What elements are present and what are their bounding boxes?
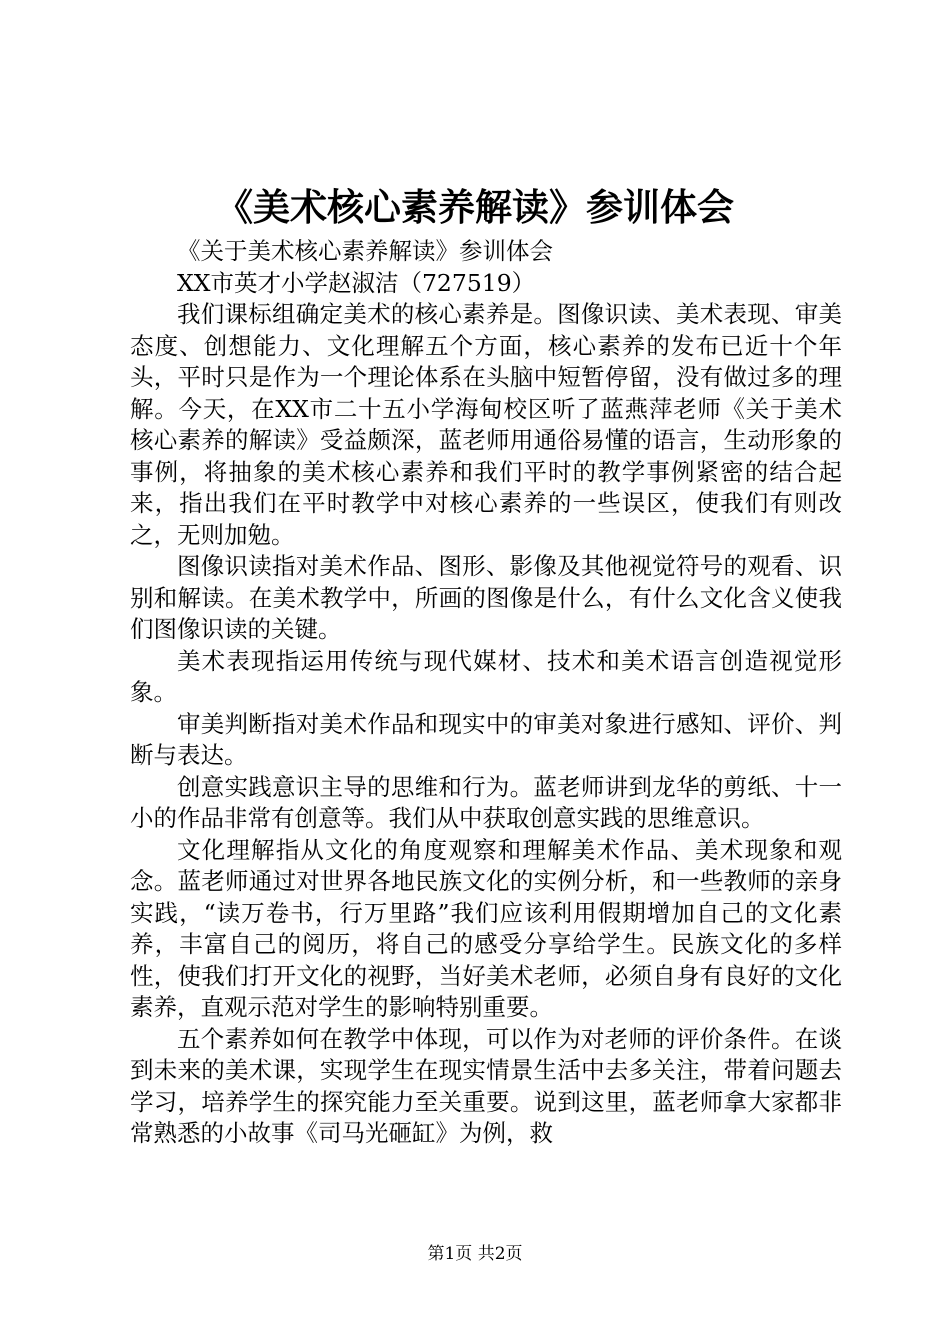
paragraph: 美术表现指运用传统与现代媒材、技术和美术语言创造视觉形象。: [130, 646, 842, 706]
document-subtitle: 《关于美术核心素养解读》参训体会: [177, 237, 553, 265]
paragraph: 文化理解指从文化的角度观察和理解美术作品、美术现象和观念。蓝老师通过对世界各地民族文化的实例分析，和一些教师的亲身实践，“读万卷书，行万里路”我们应该利用假期增加自己的文化素养，丰富自己的阅历，将自己的感受分享给学生。民族文化的多样性，使我们打开文化的视野，当好美术老师，必须自身有良好的文化素养，直观示范对学生的影响特别重要。: [130, 835, 842, 1021]
document-body: [130, 236, 842, 1150]
paragraph: 审美判断指对美术作品和现实中的审美对象进行感知、评价、判断与表达。: [130, 709, 842, 769]
paragraph: 五个素养如何在教学中体现，可以作为对老师的评价条件。在谈到未来的美术课，实现学生在现实情景生活中去多关注，带着问题去学习，培养学生的探究能力至关重要。说到这里，蓝老师拿大家都非常熟悉的小故事《司马光砸缸》为例，救: [130, 1024, 842, 1147]
paragraph: 创意实践意识主导的思维和行为。蓝老师讲到龙华的剪纸、十一小的作品非常有创意等。我们从中获取创意实践的思维意识。: [130, 772, 842, 832]
paragraph: 图像识读指对美术作品、图形、影像及其他视觉符号的观看、识别和解读。在美术教学中，所画的图像是什么，有什么文化含义使我们图像识读的关键。: [130, 552, 842, 643]
author-line: XX市英才小学赵淑洁（727519）: [177, 268, 536, 297]
page-number-footer: 第1页 共2页: [427, 1244, 523, 1264]
document-title: 《美术核心素养解读》参训体会: [216, 185, 734, 229]
paragraph: 我们课标组确定美术的核心素养是。图像识读、美术表现、审美态度、创想能力、文化理解五个方面，核心素养的发布已近十个年头，平时只是作为一个理论体系在头脑中短暂停留，没有做过多的理解。今天，在XX市二十五小学海甸校区听了蓝燕萍老师《关于美术核心素养的解读》受益颇深，蓝老师用通俗易懂的语言，生动形象的事例，将抽象的美术核心素养和我们平时的教学事例紧密的结合起来，指出我们在平时教学中对核心素养的一些误区，使我们有则改之，无则加勉。: [130, 300, 842, 549]
